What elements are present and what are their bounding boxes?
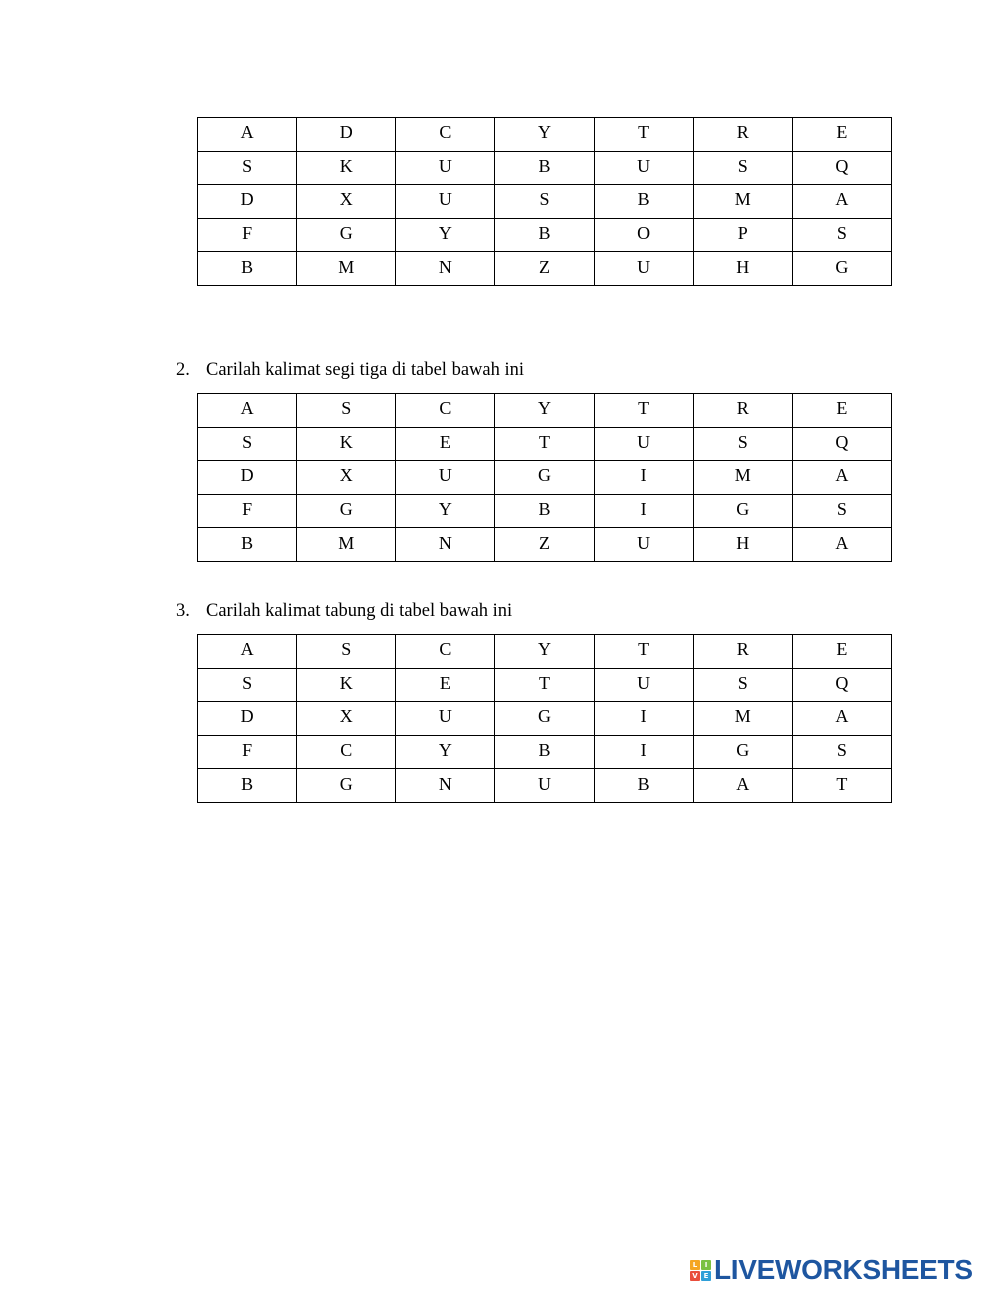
grid-cell: O [594,218,693,252]
logo-badge-icon [690,1260,711,1281]
grid-cell: A [792,528,891,562]
puzzle-grid-body [198,635,892,803]
grid-cell: G [297,218,396,252]
question-number: 3. [176,601,190,621]
grid-cell: Y [396,735,495,769]
grid-cell: Y [396,218,495,252]
grid-cell: U [594,528,693,562]
grid-cell: P [693,218,792,252]
grid-cell: K [297,427,396,461]
grid-cell: D [198,185,297,219]
grid-cell: M [297,252,396,286]
grid-cell: T [792,769,891,803]
grid-cell: S [198,427,297,461]
grid-cell: C [396,394,495,428]
logo-badge-letter: E [701,1271,711,1281]
logo-badge-letter: L [690,1260,700,1270]
grid-cell: X [297,702,396,736]
grid-row [198,528,892,562]
grid-cell: R [693,118,792,152]
grid-cell: Y [495,118,594,152]
grid-cell: E [396,668,495,702]
logo-badge-letter: I [701,1260,711,1270]
grid-cell: Y [396,494,495,528]
grid-cell: I [594,702,693,736]
grid-cell: U [396,185,495,219]
grid-cell: I [594,461,693,495]
grid-cell: K [297,151,396,185]
puzzle-grid-3 [197,634,892,803]
grid-cell: G [693,494,792,528]
grid-cell: S [297,635,396,669]
grid-cell: U [396,702,495,736]
grid-row [198,185,892,219]
grid-cell: T [594,635,693,669]
grid-cell: G [792,252,891,286]
grid-row [198,118,892,152]
grid-cell: S [792,218,891,252]
grid-row [198,668,892,702]
grid-cell: I [594,735,693,769]
grid-cell: B [594,185,693,219]
grid-cell: G [495,461,594,495]
grid-cell: E [396,427,495,461]
grid-cell: R [693,394,792,428]
grid-cell: S [495,185,594,219]
grid-cell: G [693,735,792,769]
grid-cell: Z [495,252,594,286]
grid-cell: G [297,769,396,803]
grid-row [198,394,892,428]
grid-cell: A [198,394,297,428]
grid-cell: U [594,668,693,702]
grid-cell: M [693,702,792,736]
grid-cell: T [495,427,594,461]
grid-cell: S [792,735,891,769]
grid-row [198,769,892,803]
grid-row [198,635,892,669]
grid-cell: Q [792,427,891,461]
grid-cell: T [495,668,594,702]
grid-cell: X [297,461,396,495]
grid-cell: B [495,735,594,769]
grid-cell: B [198,252,297,286]
grid-cell: B [594,769,693,803]
grid-cell: N [396,528,495,562]
grid-cell: S [198,151,297,185]
question-3 [176,601,512,622]
question-2 [176,360,524,381]
question-text: Carilah kalimat segi tiga di tabel bawah ini [206,360,525,380]
grid-cell: R [693,635,792,669]
puzzle-grid-body [198,118,892,286]
grid-cell: M [693,185,792,219]
grid-cell: S [297,394,396,428]
grid-cell: M [297,528,396,562]
grid-row [198,702,892,736]
grid-cell: U [396,461,495,495]
grid-cell: D [198,702,297,736]
grid-cell: T [594,394,693,428]
grid-row [198,252,892,286]
grid-cell: Q [792,151,891,185]
question-text: Carilah kalimat tabung di tabel bawah ini [206,601,513,621]
grid-cell: T [594,118,693,152]
grid-cell: C [396,118,495,152]
grid-cell: X [297,185,396,219]
grid-cell: B [198,769,297,803]
puzzle-grid-body [198,394,892,562]
grid-cell: K [297,668,396,702]
grid-cell: B [198,528,297,562]
grid-cell: C [297,735,396,769]
grid-cell: U [495,769,594,803]
grid-cell: F [198,735,297,769]
grid-cell: A [198,118,297,152]
grid-cell: I [594,494,693,528]
grid-cell: N [396,252,495,286]
grid-cell: G [297,494,396,528]
grid-cell: E [792,118,891,152]
grid-cell: Q [792,668,891,702]
puzzle-grid-2 [197,393,892,562]
grid-cell: Y [495,394,594,428]
grid-cell: Y [495,635,594,669]
grid-cell: S [198,668,297,702]
grid-cell: A [792,702,891,736]
grid-cell: Z [495,528,594,562]
grid-cell: H [693,252,792,286]
grid-cell: C [396,635,495,669]
grid-cell: A [198,635,297,669]
grid-cell: U [594,252,693,286]
logo-badge-letter: V [690,1271,700,1281]
grid-cell: S [693,668,792,702]
grid-row [198,461,892,495]
logo-text: LIVEWORKSHEETS [714,1254,973,1285]
grid-cell: F [198,494,297,528]
grid-cell: B [495,151,594,185]
grid-cell: H [693,528,792,562]
grid-cell: E [792,394,891,428]
grid-cell: A [792,185,891,219]
grid-cell: M [693,461,792,495]
grid-row [198,735,892,769]
question-number: 2. [176,360,190,380]
grid-row [198,218,892,252]
grid-cell: A [693,769,792,803]
puzzle-grid-1 [197,117,892,286]
grid-cell: A [792,461,891,495]
grid-cell: U [594,427,693,461]
grid-row [198,494,892,528]
grid-cell: D [297,118,396,152]
grid-cell: B [495,494,594,528]
grid-cell: F [198,218,297,252]
grid-cell: S [693,427,792,461]
grid-cell: D [198,461,297,495]
grid-cell: S [792,494,891,528]
grid-row [198,427,892,461]
grid-cell: B [495,218,594,252]
grid-cell: G [495,702,594,736]
grid-cell: N [396,769,495,803]
liveworksheets-logo [690,1254,973,1286]
grid-row [198,151,892,185]
grid-cell: S [693,151,792,185]
grid-cell: U [594,151,693,185]
grid-cell: U [396,151,495,185]
grid-cell: E [792,635,891,669]
